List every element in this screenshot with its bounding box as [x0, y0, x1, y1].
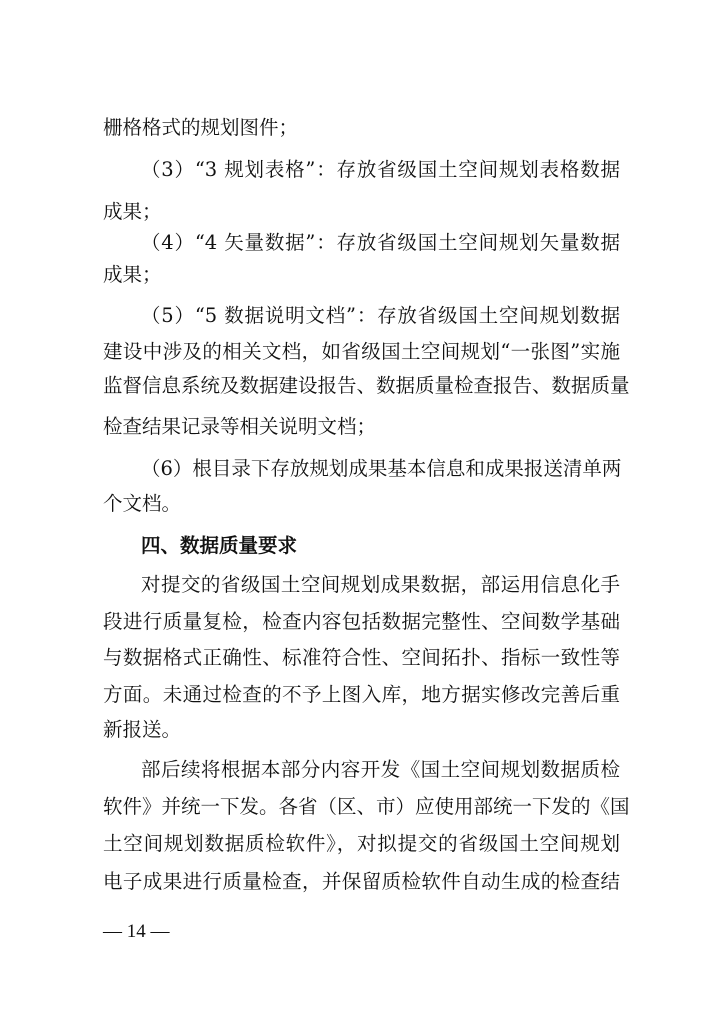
text-line-14: 段进行质量复检，检查内容包括数据完整性、空间数学基础	[103, 610, 620, 633]
page-number: — 14 —	[103, 921, 170, 942]
text-line-10: （6）根目录下存放规划成果基本信息和成果报送清单两	[141, 457, 622, 480]
text-line-15: 与数据格式正确性、标准符合性、空间拓扑、指标一致性等	[103, 646, 620, 669]
text-line-7: 建设中涉及的相关文档，如省级国土空间规划“一张图”实施	[103, 340, 620, 363]
text-line-2: （3）“3 规划表格”：存放省级国土空间规划表格数据	[141, 158, 620, 181]
text-line-20: 土空间规划数据质检软件》，对拟提交的省级国土空间规划	[103, 832, 620, 855]
text-line-5: 成果；	[103, 263, 162, 286]
text-line-11: 个文档。	[103, 492, 182, 515]
text-line-18: 部后续将根据本部分内容开发《国土空间规划数据质检	[141, 758, 620, 781]
text-line-19: 软件》并统一下发。各省（区、市）应使用部统一下发的《国	[103, 795, 630, 818]
text-line-13: 对提交的省级国土空间规划成果数据，部运用信息化手	[141, 573, 620, 596]
text-line-17: 新报送。	[103, 718, 182, 741]
text-line-3: 成果；	[103, 200, 162, 223]
text-line-8: 监督信息系统及数据建设报告、数据质量检查报告、数据质量	[103, 374, 630, 397]
text-line-16: 方面。未通过检查的不予上图入库，地方据实修改完善后重	[103, 683, 620, 706]
text-line-1: 栅格格式的规划图件；	[103, 116, 299, 139]
section-heading: 四、数据质量要求	[141, 534, 298, 557]
text-line-4: （4）“4 矢量数据”：存放省级国土空间规划矢量数据	[141, 231, 620, 254]
text-line-9: 检查结果记录等相关说明文档；	[103, 415, 377, 438]
text-line-21: 电子成果进行质量检查，并保留质检软件自动生成的检查结	[103, 870, 620, 893]
text-line-6: （5）“5 数据说明文档”：存放省级国土空间规划数据	[141, 304, 620, 327]
